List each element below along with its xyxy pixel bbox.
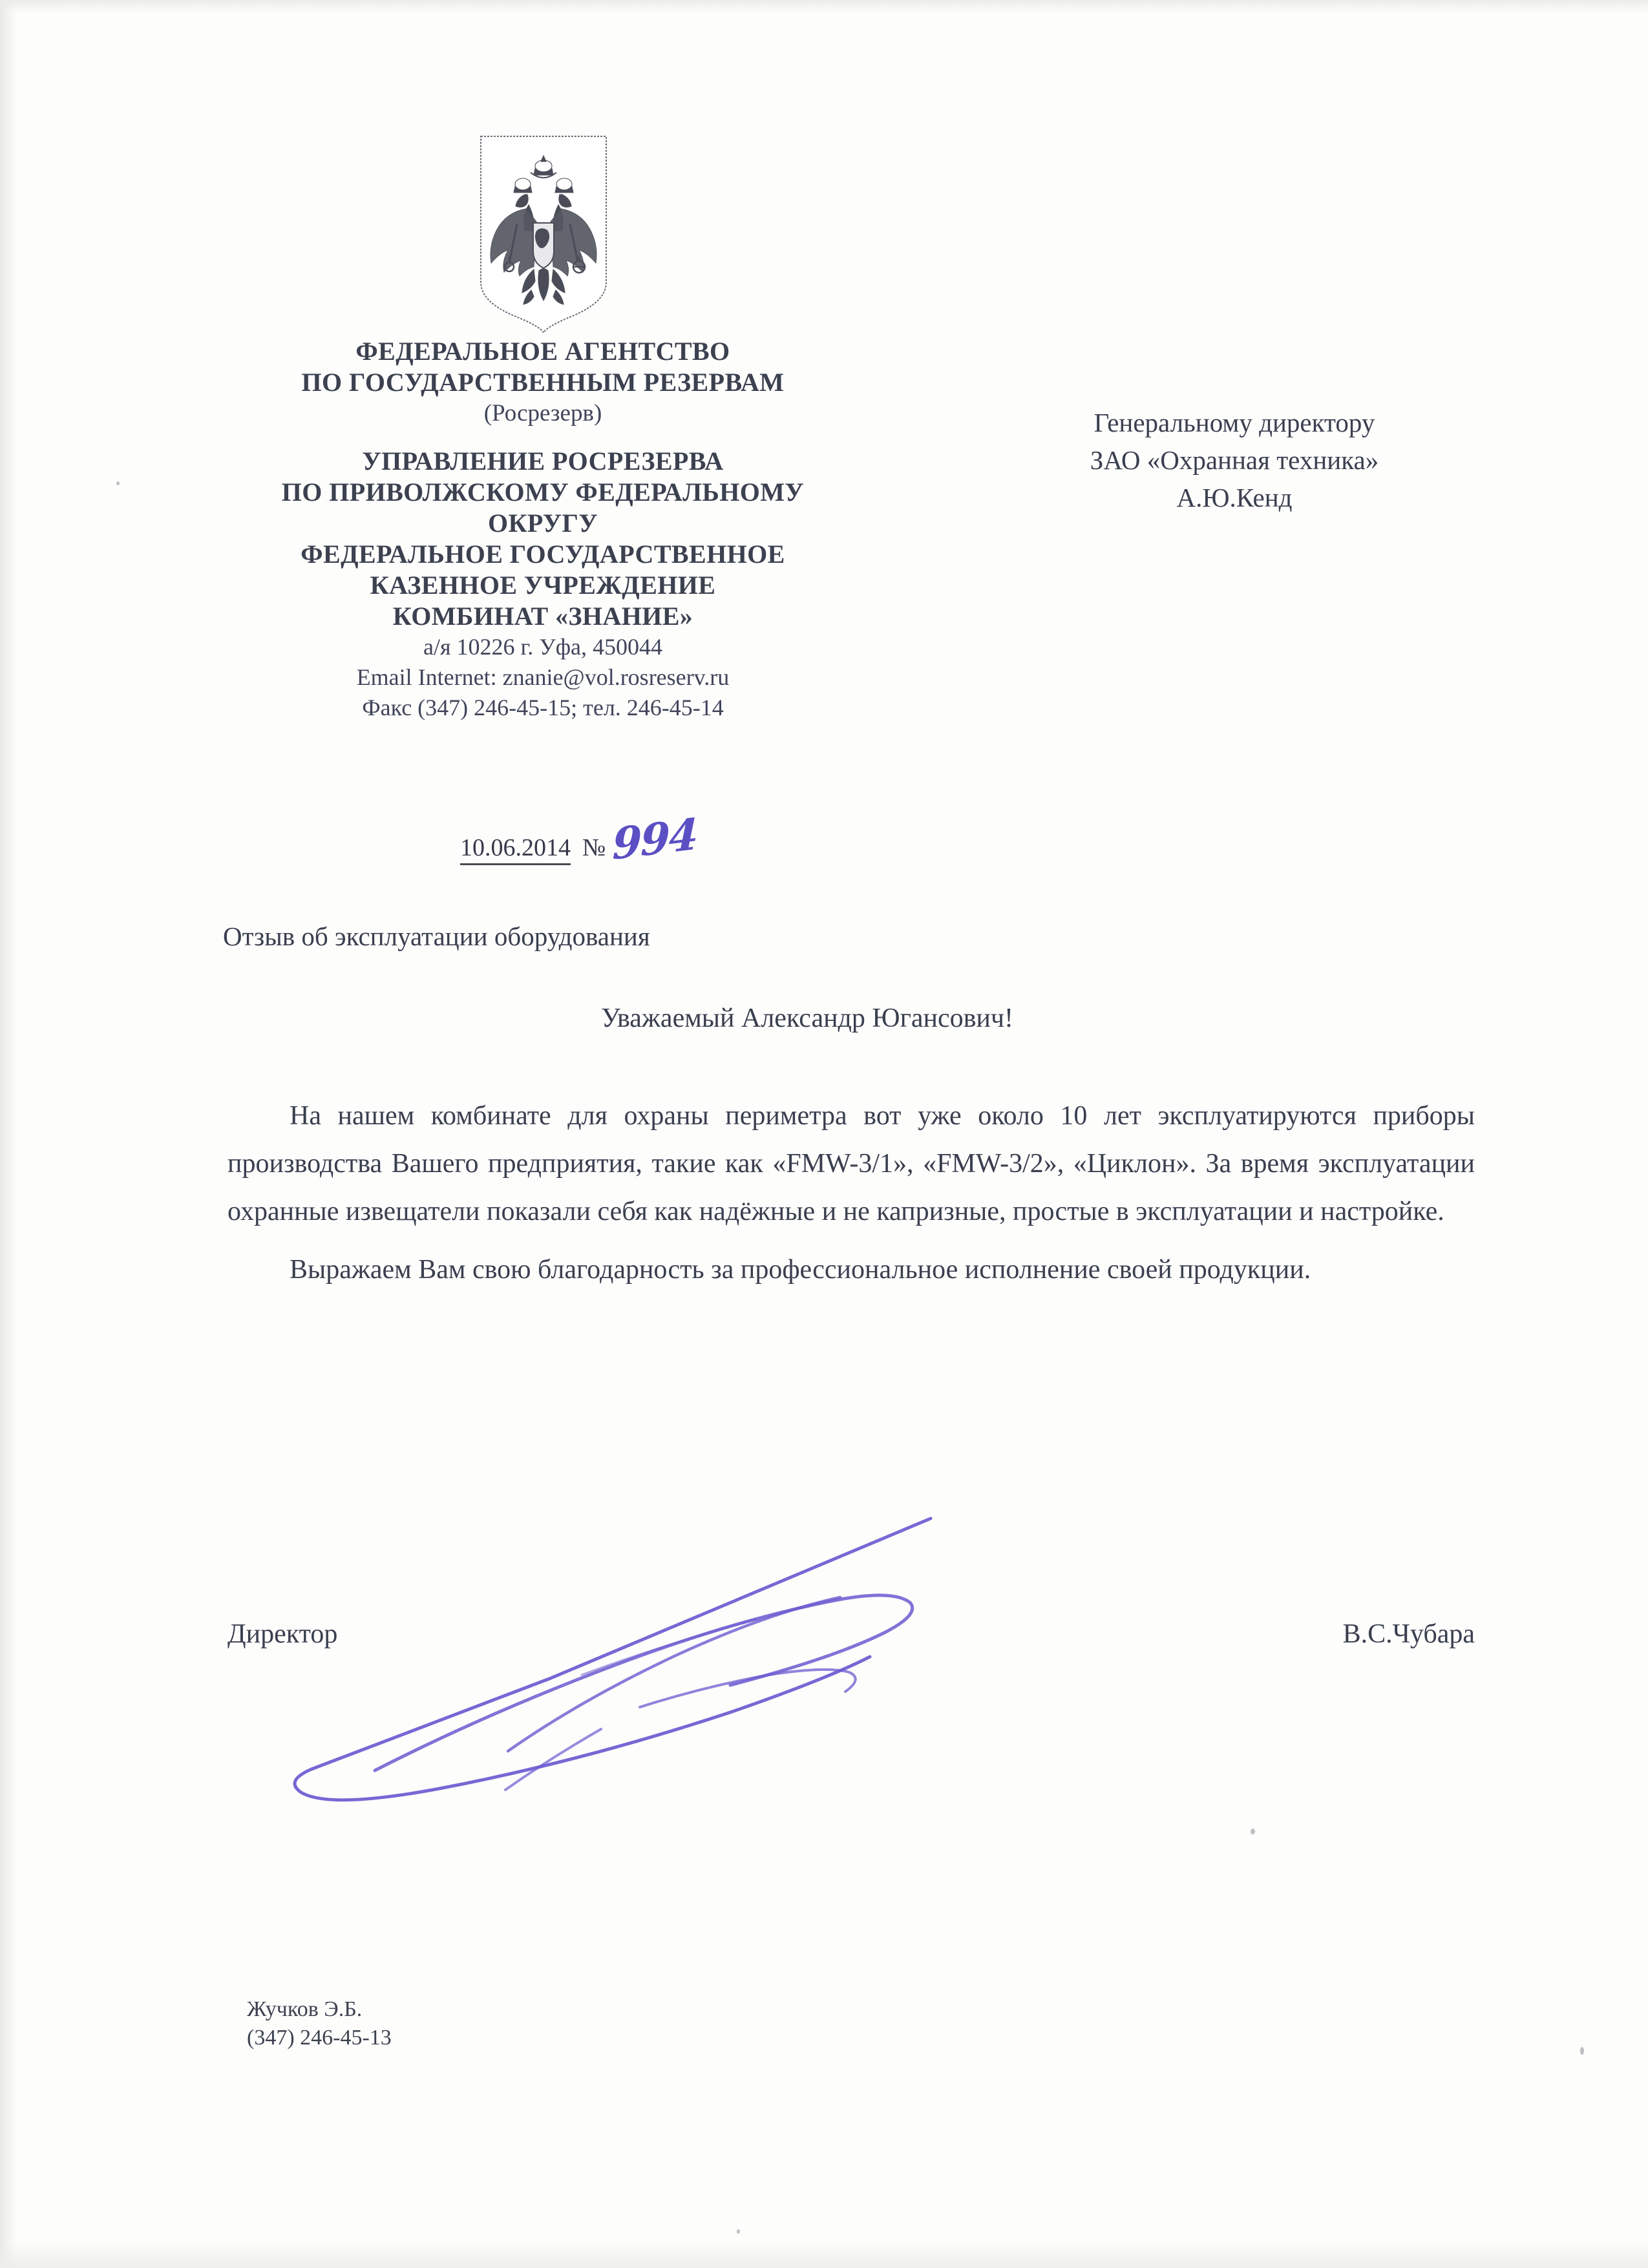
department-line-2: ПО ПРИВОЛЖСКОМУ ФЕДЕРАЛЬНОМУ — [281, 478, 805, 507]
executor-block — [247, 1995, 392, 2052]
executor-name: Жучков Э.Б. — [247, 1997, 363, 2021]
body-paragraph-2: Выражаем Вам свою благодарность за профессиональное исполнение своей продукции. — [290, 1255, 1311, 1285]
handwritten-signature — [278, 1506, 1325, 1809]
addressee-name: А.Ю.Кенд — [1176, 483, 1293, 512]
letter-body — [227, 1092, 1475, 1294]
postal-address: а/я 10226 г. Уфа, 450044 — [423, 634, 663, 660]
scan-speckle — [1251, 1829, 1255, 1834]
greeting-line: Уважаемый Александр Югансович! — [601, 1003, 1013, 1033]
phone-numbers: Факс (347) 246-45-15; тел. 246-45-14 — [362, 695, 724, 720]
scan-speckle — [1580, 2047, 1584, 2055]
number-sign: № — [582, 834, 606, 861]
scan-edge-bottom — [0, 2242, 1648, 2268]
institution-line-2: КАЗЕННОЕ УЧРЕЖДЕНИЕ — [370, 571, 716, 600]
body-paragraph-1: На нашем комбинате для охраны периметра вот уже около 10 лет эксплуатируются приборы производства Вашего предприятия, такие как «FMW-3/1», «FMW-3/2», «Циклон». За время эксплуатации охранные извещатели показали себя как надёжные и не капризные, простые в эксплуатации и настройке. — [227, 1101, 1475, 1226]
coat-of-arms-icon — [469, 132, 618, 333]
subject-line: Отзыв об эксплуатации оборудования — [223, 921, 650, 951]
document-number-handwritten: 994 — [612, 808, 698, 870]
document-date: 10.06.2014 — [460, 834, 571, 865]
agency-name-line-1: ФЕДЕРАЛЬНОЕ АГЕНТСТВО — [355, 337, 730, 366]
scan-speckle — [737, 2229, 740, 2234]
signer-name: В.С.Чубара — [1342, 1619, 1475, 1649]
signature-block — [227, 1619, 1475, 1650]
reference-line — [460, 808, 698, 870]
department-line-1: УПРАВЛЕНИЕ РОСРЕЗЕРВА — [362, 446, 724, 476]
scan-speckle — [116, 481, 120, 485]
addressee-block — [969, 404, 1499, 516]
agency-name-line-2: ПО ГОСУДАРСТВЕННЫМ РЕЗЕРВАМ — [301, 368, 785, 397]
scan-edge-left — [0, 0, 17, 2268]
department-line-3: ОКРУГУ — [487, 509, 598, 538]
executor-phone: (347) 246-45-13 — [247, 2026, 392, 2050]
letterhead — [213, 336, 872, 723]
scan-edge-top — [0, 0, 1648, 13]
agency-short-name: (Росрезерв) — [483, 400, 602, 426]
email-address: Email Internet: znanie@vol.rosreserv.ru — [356, 664, 730, 690]
institution-name: КОМБИНАТ «ЗНАНИЕ» — [392, 602, 693, 631]
addressee-position: Генеральному директору — [1093, 408, 1375, 437]
signer-position: Директор — [227, 1619, 338, 1649]
institution-line-1: ФЕДЕРАЛЬНОЕ ГОСУДАРСТВЕННОЕ — [301, 540, 785, 569]
addressee-company: ЗАО «Охранная техника» — [1090, 445, 1379, 475]
